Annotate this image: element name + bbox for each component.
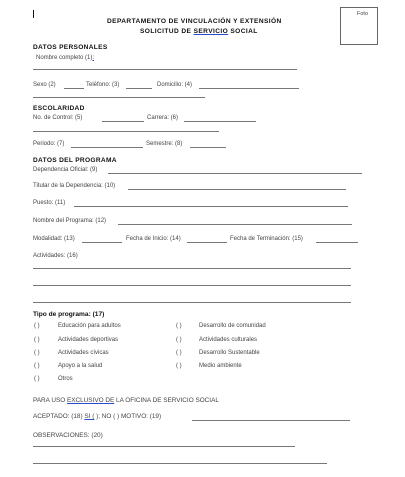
activities-label: Actividades: (16) — [33, 253, 78, 259]
option-cultural: Actividades culturales — [199, 337, 258, 343]
text-cursor — [33, 10, 34, 18]
photo-label: Foto — [357, 11, 369, 17]
option-sports: Actividades deportivas — [58, 337, 119, 343]
option-civic: Actividades cívicas — [58, 350, 109, 356]
career-line-2[interactable] — [33, 131, 219, 132]
observations-line-1[interactable] — [33, 446, 295, 447]
position-line[interactable] — [74, 206, 348, 207]
checkbox-health[interactable]: ( ) — [34, 363, 40, 369]
checkbox-sports[interactable]: ( ) — [34, 337, 40, 343]
agency-label: Dependencia Oficial: (9) — [33, 167, 98, 173]
program-name-line[interactable] — [118, 224, 352, 225]
control-number-label: No. de Control: (5) — [33, 115, 83, 121]
office-use-post: LA OFICINA DE SERVICIO SOCIAL — [114, 397, 219, 404]
end-date-label: Fecha de Terminación: (15) — [230, 236, 303, 242]
address-line-2[interactable] — [33, 97, 205, 98]
agency-head-line[interactable] — [128, 189, 346, 190]
sex-line[interactable] — [64, 88, 84, 89]
semester-label: Semestre: (8) — [146, 141, 183, 147]
end-date-line[interactable] — [316, 242, 358, 243]
checkbox-civic[interactable]: ( ) — [34, 350, 40, 356]
activities-line-1[interactable] — [33, 268, 351, 269]
full-name-colon: : — [92, 55, 95, 61]
document-subtitle — [140, 28, 258, 35]
section-program-heading: DATOS DEL PROGRAMA — [33, 157, 117, 164]
modality-line[interactable] — [82, 242, 122, 243]
activities-line-3[interactable] — [33, 302, 351, 303]
office-use-de: DE — [103, 397, 115, 404]
office-use-heading — [33, 397, 219, 404]
modality-label: Modalidad: (13) — [33, 236, 75, 242]
office-use-pre: PARA USO — [33, 397, 67, 404]
option-other: Otros — [58, 376, 73, 382]
agency-head-label: Titular de la Dependencia: (10) — [33, 183, 116, 189]
section-personal-heading: DATOS PERSONALES — [33, 44, 108, 51]
accepted-label: ACEPTADO: (18) — [33, 413, 85, 420]
checkbox-environment[interactable]: ( ) — [176, 363, 182, 369]
subtitle-pre: SOLICITUD DE — [140, 28, 194, 35]
accepted-si[interactable]: SI ( — [84, 413, 95, 420]
address-line[interactable] — [199, 88, 299, 89]
checkbox-adult-education[interactable]: ( ) — [34, 323, 40, 329]
phone-line[interactable] — [126, 88, 152, 89]
document-title — [107, 18, 282, 25]
observations-line-2[interactable] — [33, 463, 327, 464]
subtitle-servicio: SERVICIO — [193, 28, 229, 35]
period-line[interactable] — [71, 147, 143, 148]
career-label: Carrera: (6) — [147, 115, 179, 121]
semester-line[interactable] — [190, 147, 226, 148]
option-health: Apoyo a la salud — [58, 363, 103, 369]
section-school-heading: ESCOLARIDAD — [33, 105, 85, 112]
office-use-exclusive: EXCLUSIVO — [66, 397, 104, 404]
checkbox-sustainable[interactable]: ( ) — [176, 350, 182, 356]
agency-line[interactable] — [108, 173, 362, 174]
subtitle-post: SOCIAL — [228, 28, 258, 35]
option-sustainable: Desarrollo Sustentable — [199, 350, 260, 356]
checkbox-community[interactable]: ( ) — [176, 323, 182, 329]
full-name-text: Nombre completo (1) — [36, 55, 93, 61]
program-name-label: Nombre del Programa: (12) — [33, 218, 107, 224]
start-date-label: Fecha de Inicio: (14) — [126, 236, 181, 242]
address-label: Domicilio: (4) — [157, 82, 193, 88]
motive-line[interactable] — [192, 420, 350, 421]
phone-label: Teléfono: (3) — [86, 82, 120, 88]
program-type-heading: Tipo de programa: (17) — [33, 311, 105, 318]
accepted-no-motive: ); NO ( ) MOTIVO: (19) — [94, 413, 162, 420]
full-name-label — [36, 55, 94, 61]
control-number-line[interactable] — [102, 121, 144, 122]
position-label: Puesto: (11) — [33, 200, 66, 206]
full-name-line[interactable] — [33, 69, 297, 70]
checkbox-other[interactable]: ( ) — [34, 376, 40, 382]
career-line[interactable] — [184, 121, 256, 122]
title-line-1: DEPARTAMENTO DE VINCULACIÓN Y EXTENSIÓN — [107, 18, 282, 25]
option-community: Desarrollo de comunidad — [199, 323, 266, 329]
observations-label: OBSERVACIONES: (20) — [33, 432, 103, 439]
option-adult-education: Educación para adultos — [58, 323, 121, 329]
accepted-row — [33, 413, 161, 420]
option-environment: Medio ambiente — [199, 363, 242, 369]
period-label: Periodo: (7) — [33, 141, 65, 147]
checkbox-cultural[interactable]: ( ) — [176, 337, 182, 343]
start-date-line[interactable] — [187, 242, 227, 243]
activities-line-2[interactable] — [33, 285, 351, 286]
sex-label: Sexo (2) — [33, 82, 56, 88]
